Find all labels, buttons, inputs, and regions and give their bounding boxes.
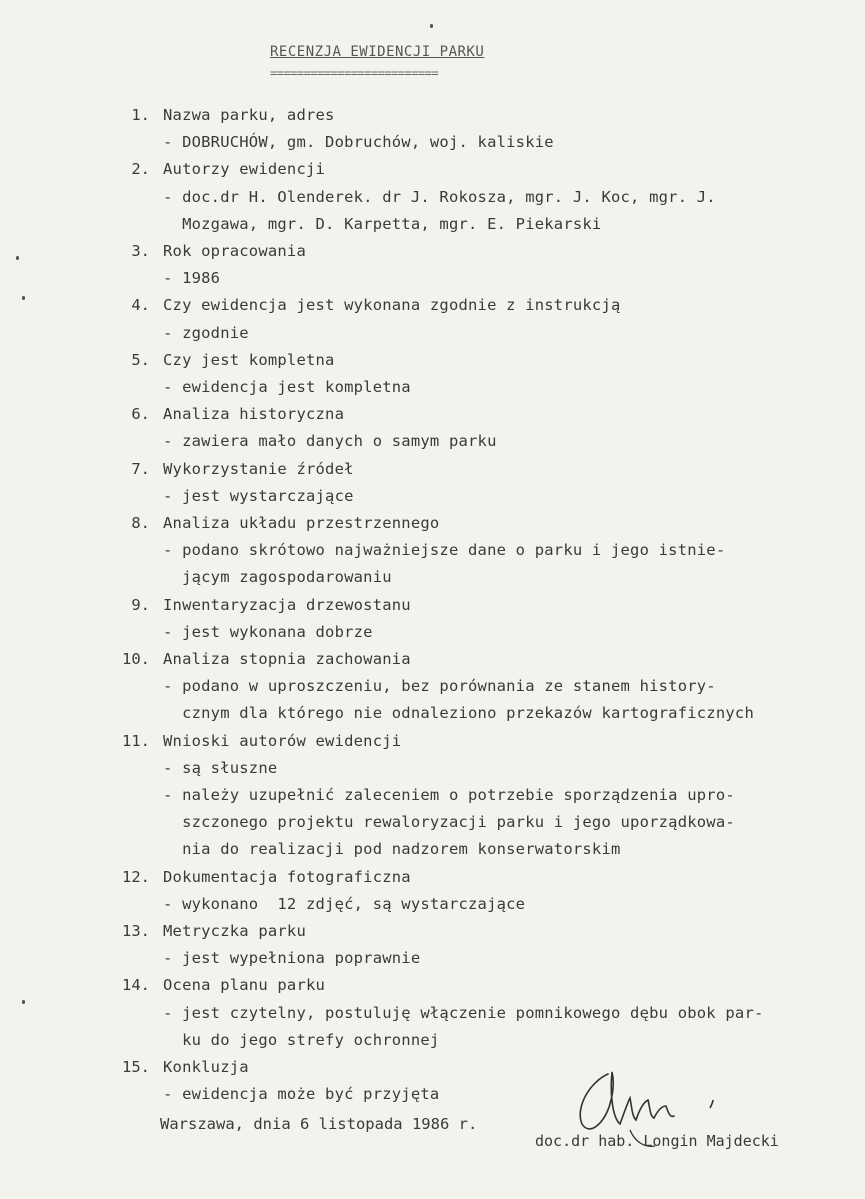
item-heading: Ocena planu parku [163,976,326,995]
item-detail-line: cznym dla którego nie odnaleziono przekazów kartograficznych [163,704,754,723]
item-heading: Metryczka parku [163,922,306,940]
item-heading: Analiza układu przestrzennego [163,514,440,532]
item-detail-line: - wykonano 12 zdjęć, są wystarczające [163,894,526,913]
item-number: 6. [131,405,150,424]
item-heading: Wykorzystanie źródeł [163,459,354,478]
item-heading: Wnioski autorów ewidencji [163,731,402,750]
item-number: 11. [122,731,150,750]
item-detail-line: - jest wykonana dobrze [163,622,373,641]
item-number: 14. [122,976,150,995]
item-heading: Analiza stopnia zachowania [163,650,411,668]
item-number: 7. [131,459,150,478]
punch-mark [430,24,433,28]
item-detail-line: - są słuszne [163,758,278,777]
punch-mark [22,1000,25,1004]
item-detail-line: - jest wypełniona poprawnie [163,949,421,968]
item-detail-line: ku do jego strefy ochronnej [163,1030,440,1049]
title-underline-rule: ========================= [270,66,439,80]
item-number: 8. [131,514,150,532]
item-detail-line: - zgodnie [163,323,249,342]
item-detail-line: jącym zagospodarowaniu [163,568,392,587]
item-detail-line: - jest wystarczające [163,486,354,505]
document-title: RECENZJA EWIDENCJI PARKU [270,44,485,60]
item-detail-line: - doc.dr H. Olenderek. dr J. Rokosza, mgr. J. Koc, mgr. J. [163,187,716,206]
item-heading: Rok opracowania [163,242,306,260]
item-heading: Czy ewidencja jest wykonana zgodnie z instrukcją [163,296,621,315]
item-detail-line: - należy uzupełnić zaleceniem o potrzebie sporządzenia upro- [163,786,735,804]
item-heading: Dokumentacja fotograficzna [163,867,411,886]
item-number: 15. [122,1058,150,1076]
item-number: 5. [131,350,150,369]
item-heading: Czy jest kompletna [163,350,335,369]
item-detail-line: - jest czytelny, postuluję włączenie pomnikowego dębu obok par- [163,1003,764,1022]
item-number: 4. [131,296,150,315]
item-detail-line: - ewidencja jest kompletna [163,378,411,396]
item-heading: Autorzy ewidencji [163,160,326,179]
item-number: 10. [122,650,150,668]
item-detail-line: - DOBRUCHÓW, gm. Dobruchów, woj. kaliskie [163,133,554,152]
place-and-date: Warszawa, dnia 6 listopada 1986 r. [160,1115,478,1133]
item-detail-line: szczonego projektu rewaloryzacji parku i jego uporządkowa- [163,813,735,832]
item-heading: Konkluzja [163,1058,249,1076]
item-number: 13. [122,922,150,940]
item-detail-line: nia do realizacji pod nadzorem konserwatorskim [163,840,621,859]
item-detail-line: - zawiera mało danych o samym parku [163,432,497,451]
item-detail-line: - podano skrótowo najważniejsze dane o parku i jego istnie- [163,541,726,560]
item-number: 1. [131,106,150,124]
punch-mark [16,256,19,260]
item-detail-line: Mozgawa, mgr. D. Karpetta, mgr. E. Piekarski [163,214,602,233]
signatory-name: doc.dr hab. Longin Majdecki [535,1132,779,1150]
item-number: 3. [131,242,150,260]
punch-mark [22,296,25,300]
item-number: 12. [122,867,150,886]
item-heading: Nazwa parku, adres [163,106,335,124]
item-number: 2. [131,160,150,179]
item-number: 9. [131,595,150,614]
item-detail-line: - 1986 [163,269,221,288]
item-heading: Analiza historyczna [163,405,345,424]
item-detail-line: - ewidencja może być przyjęta [163,1085,440,1104]
item-detail-line: - podano w uproszczeniu, bez porównania ze stanem history- [163,677,716,696]
item-heading: Inwentaryzacja drzewostanu [163,595,411,614]
